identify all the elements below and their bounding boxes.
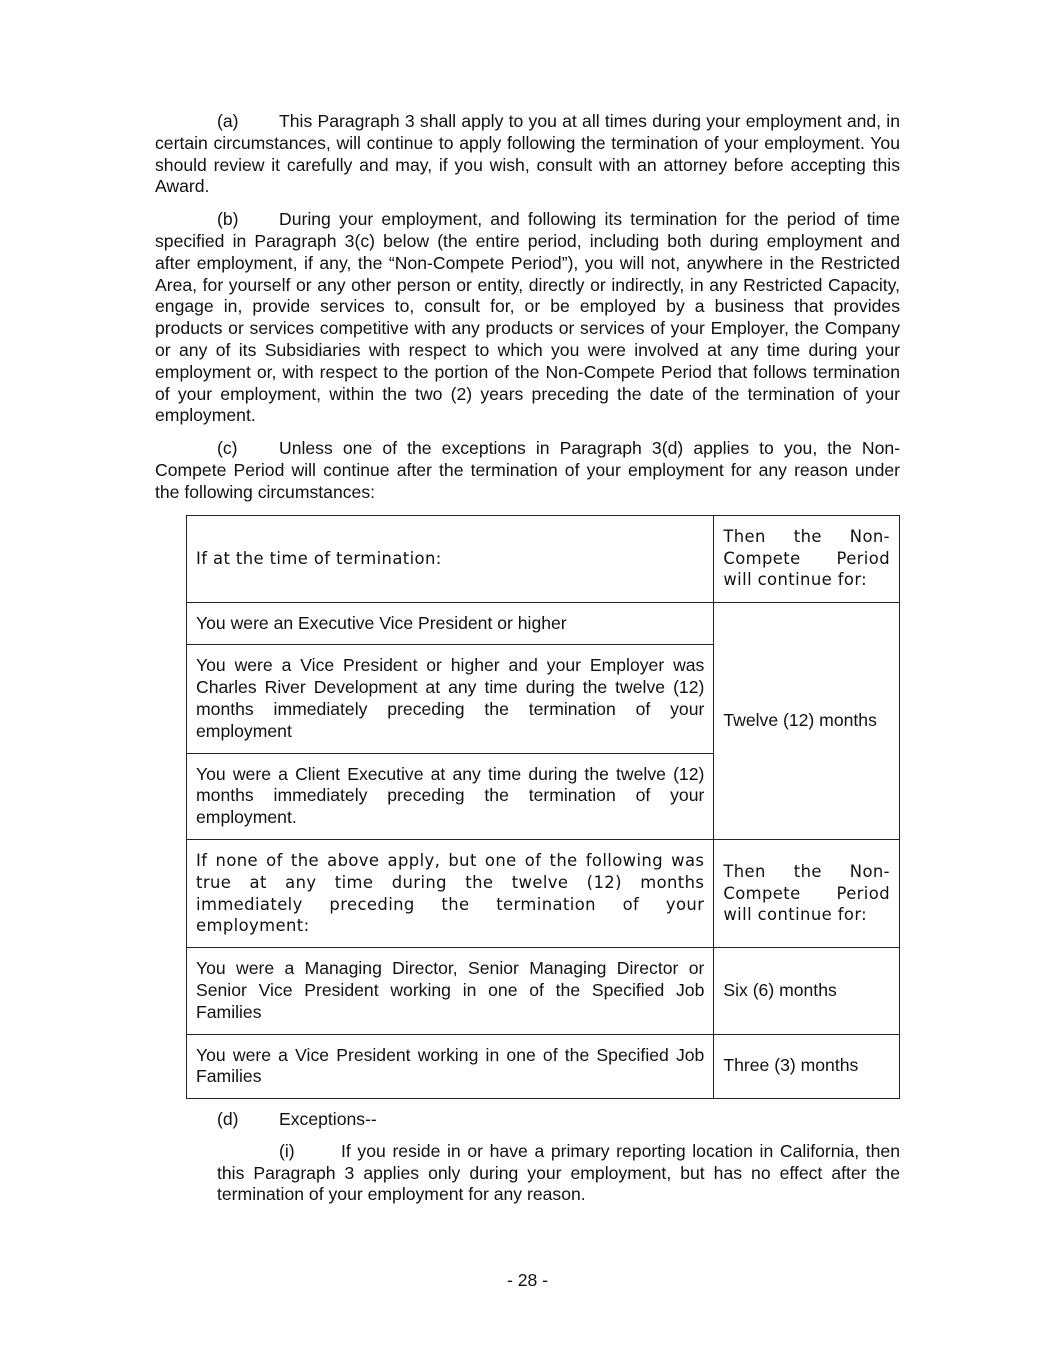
paragraph-3b (155, 209, 900, 427)
table-header-row (187, 839, 900, 947)
paragraph-text: Exceptions-- (279, 1109, 377, 1130)
table-header-cell: If at the time of termination: (187, 515, 714, 602)
table-row (187, 602, 900, 645)
table-row (187, 1034, 900, 1099)
period-cell: Three (3) months (714, 1034, 900, 1099)
table-header-cell: Then the Non-Compete Period will continue for: (714, 839, 900, 947)
paragraph-label: (i) (279, 1140, 295, 1161)
paragraph-3d-i (217, 1141, 900, 1206)
paragraph-3a (155, 111, 900, 198)
paragraph-3c (155, 438, 900, 503)
paragraph-text: Unless one of the exceptions in Paragraph 3(d) applies to you, the Non-Compete Period will continue after the termination of your employment for any reason under the following circumstances: (155, 438, 900, 502)
period-cell: Six (6) months (714, 948, 900, 1034)
non-compete-table (186, 515, 900, 1100)
table-header-cell: Then the Non-Compete Period will continue for: (714, 515, 900, 602)
page-number: - 28 - (506, 1270, 549, 1290)
paragraph-3d (217, 1109, 900, 1131)
table-cell: You were a Vice President or higher and your Employer was Charles River Development at any time during the twelve (12) months immediately preceding the termination of your employment (187, 645, 714, 753)
paragraph-label: (a) (217, 111, 239, 131)
period-cell: Twelve (12) months (714, 602, 900, 839)
table-row (187, 948, 900, 1034)
paragraph-label: (c) (217, 438, 238, 459)
paragraph-label: (d) (217, 1109, 239, 1130)
table-header-cell: If none of the above apply, but one of the following was true at any time during the twelve (12) months immediately preceding the termination of your employment: (187, 839, 714, 947)
document-body (155, 111, 900, 1206)
table-cell: You were an Executive Vice President or higher (187, 602, 714, 645)
paragraph-text: If you reside in or have a primary reporting location in California, then this Paragraph 3 applies only during your employment, but has no effect after the termination of your employment for any reason. (217, 1140, 900, 1205)
table-cell: You were a Client Executive at any time during the twelve (12) months immediately preceding the termination of your employment. (187, 753, 714, 839)
table-cell: You were a Vice President working in one of the Specified Job Families (187, 1034, 714, 1099)
paragraph-label: (b) (217, 209, 239, 230)
table-header-row (187, 515, 900, 602)
table-cell: You were a Managing Director, Senior Managing Director or Senior Vice President working in one of the Specified Job Families (187, 948, 714, 1034)
paragraph-text: This Paragraph 3 shall apply to you at all times during your employment and, in certain circumstances, will continue to apply following the termination of your employment. You should review it carefully and may, if you wish, consult with an attorney before accepting this Award. (155, 111, 900, 197)
paragraph-text: During your employment, and following its termination for the period of time specified in Paragraph 3(c) below (the entire period, including both during employment and after employment, if any, the “Non-Compete Period”), you will not, anywhere in the Restricted Area, for yourself or any other person or entity, directly or indirectly, in any Restricted Capacity, engage in, provide services to, consult for, or be employed by a business that provides products or services competitive with any products or services of your Employer, the Company or any of its Subsidiaries with respect to which you were involved at any time during your employment or, with respect to the portion of the Non-Compete Period that follows termination of your employment, within the two (2) years preceding the date of the termination of your employment. (155, 209, 900, 426)
